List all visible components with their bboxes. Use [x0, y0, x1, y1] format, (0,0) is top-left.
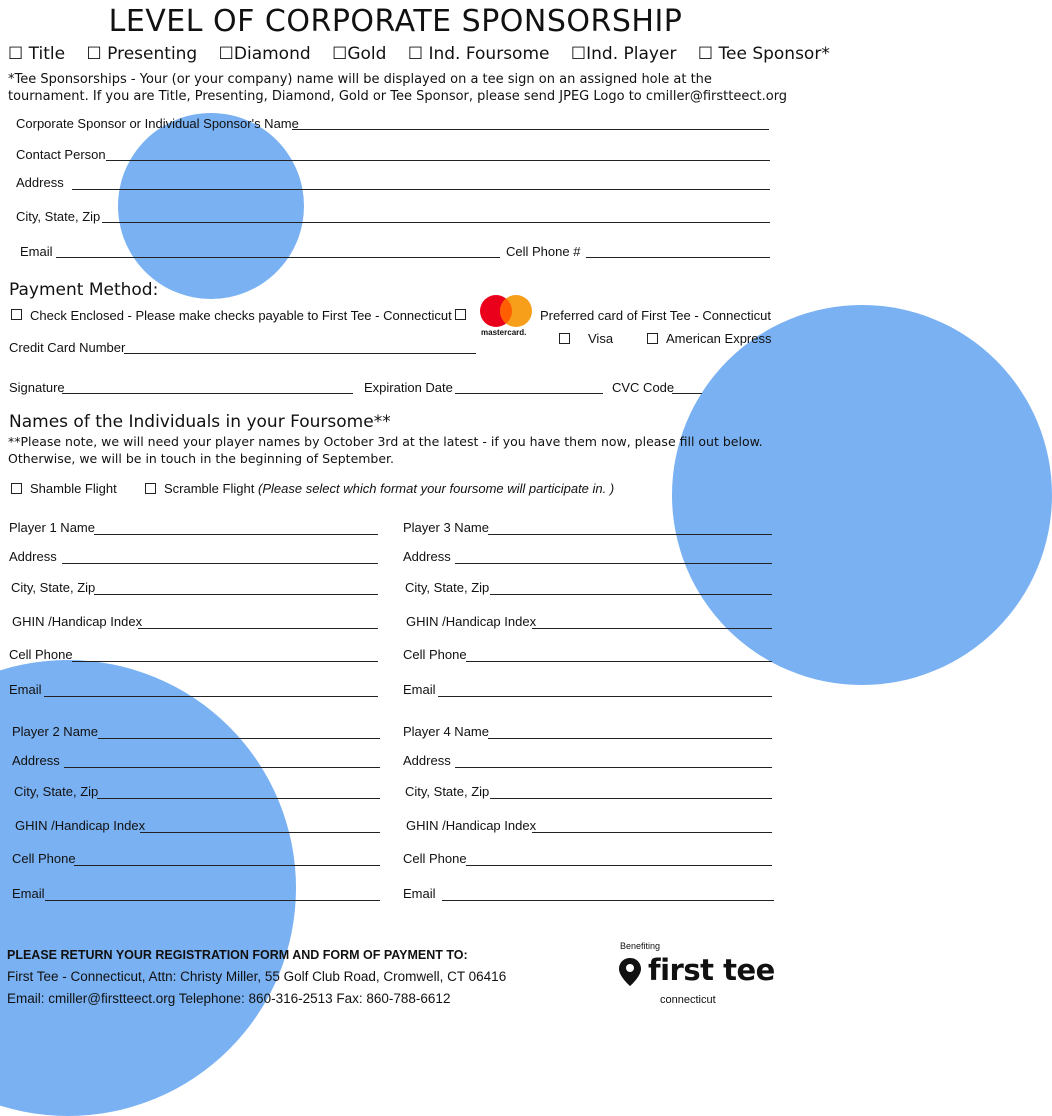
player1-name-field[interactable]: [94, 534, 378, 535]
player2-city-field[interactable]: [97, 798, 380, 799]
player2-cell-field[interactable]: [74, 865, 380, 866]
cvc-label: CVC Code: [612, 380, 675, 395]
logo-subtitle: connecticut: [660, 994, 716, 1006]
player1-ghin-field[interactable]: [138, 628, 378, 629]
player4-address-field[interactable]: [455, 767, 772, 768]
mastercard-label: mastercard.: [481, 328, 527, 337]
player1-address-field[interactable]: [62, 563, 378, 564]
player2-name-label: Player 2 Name: [12, 724, 98, 739]
card-number-label: Credit Card Number: [9, 340, 126, 355]
player4-city-label: City, State, Zip: [405, 784, 490, 799]
player1-cell-field[interactable]: [72, 661, 378, 662]
mastercard-checkbox[interactable]: [455, 309, 466, 320]
player1-email-field[interactable]: [44, 696, 378, 697]
player4-email-label: Email: [403, 886, 436, 901]
benefiting-label: Benefiting: [620, 941, 661, 951]
player1-name-label: Player 1 Name: [9, 520, 95, 535]
sponsor-name-label: Corporate Sponsor or Individual Sponsor's Name: [16, 116, 299, 131]
check-enclosed-label: Check Enclosed - Please make checks payable to First Tee - Connecticut: [30, 308, 452, 323]
signature-label: Signature: [9, 380, 65, 395]
level-option[interactable]: ☐ Presenting: [86, 44, 198, 64]
player2-name-field[interactable]: [98, 738, 380, 739]
scramble-checkbox[interactable]: [145, 483, 156, 494]
level-option[interactable]: ☐Ind. Player: [570, 44, 677, 64]
player1-city-field[interactable]: [94, 594, 378, 595]
shamble-checkbox[interactable]: [11, 483, 22, 494]
return-contact: Email: cmiller@firstteect.org Telephone: 860-316-2513 Fax: 860-788-6612: [7, 991, 451, 1006]
player2-ghin-label: GHIN /Handicap Index: [15, 818, 146, 833]
sponsorship-levels: [8, 44, 846, 64]
player3-cell-field[interactable]: [466, 661, 772, 662]
first-tee-logo: [618, 941, 788, 1011]
email-label: Email: [20, 244, 53, 259]
player2-ghin-field[interactable]: [140, 832, 380, 833]
player3-name-field[interactable]: [488, 534, 772, 535]
player4-address-label: Address: [403, 753, 451, 768]
level-option[interactable]: ☐ Ind. Foursome: [407, 44, 550, 64]
page-title: LEVEL OF CORPORATE SPONSORSHIP: [108, 4, 683, 39]
player3-cell-label: Cell Phone: [403, 647, 467, 662]
cell-phone-field[interactable]: [586, 257, 770, 258]
amex-checkbox[interactable]: [647, 333, 658, 344]
player1-city-label: City, State, Zip: [11, 580, 96, 595]
payment-heading: Payment Method:: [9, 280, 159, 300]
sponsor-name-field[interactable]: [292, 129, 769, 130]
contact-person-label: Contact Person: [16, 147, 106, 162]
player3-email-field[interactable]: [438, 696, 772, 697]
city-state-zip-label: City, State, Zip: [16, 209, 101, 224]
level-option[interactable]: ☐ Title: [8, 44, 66, 64]
player3-address-label: Address: [403, 549, 451, 564]
player3-address-field[interactable]: [455, 563, 772, 564]
email-field[interactable]: [56, 257, 500, 258]
level-option[interactable]: ☐ Tee Sponsor*: [697, 44, 830, 64]
player4-name-field[interactable]: [488, 738, 772, 739]
cell-phone-label: Cell Phone #: [506, 244, 581, 259]
player4-cell-field[interactable]: [466, 865, 772, 866]
player2-address-label: Address: [12, 753, 60, 768]
player3-email-label: Email: [403, 682, 436, 697]
card-number-field[interactable]: [124, 353, 476, 354]
player2-email-field[interactable]: [45, 900, 380, 901]
location-pin-icon: [618, 957, 642, 987]
player4-city-field[interactable]: [490, 798, 772, 799]
visa-checkbox[interactable]: [559, 333, 570, 344]
mastercard-logo: [478, 292, 536, 342]
player1-address-label: Address: [9, 549, 57, 564]
player3-name-label: Player 3 Name: [403, 520, 489, 535]
player4-name-label: Player 4 Name: [403, 724, 489, 739]
expiration-date-label: Expiration Date: [364, 380, 453, 395]
player3-city-label: City, State, Zip: [405, 580, 490, 595]
player4-cell-label: Cell Phone: [403, 851, 467, 866]
player1-cell-label: Cell Phone: [9, 647, 73, 662]
check-enclosed-checkbox[interactable]: [11, 309, 22, 320]
logo-wordmark: first tee: [648, 953, 775, 987]
player2-cell-label: Cell Phone: [12, 851, 76, 866]
return-address: First Tee - Connecticut, Attn: Christy Miller, 55 Golf Club Road, Cromwell, CT 06416: [7, 969, 507, 984]
foursome-note-line2: Otherwise, we will be in touch in the beginning of September.: [8, 451, 395, 466]
player4-ghin-label: GHIN /Handicap Index: [406, 818, 537, 833]
contact-person-field[interactable]: [106, 160, 770, 161]
player2-address-field[interactable]: [64, 767, 380, 768]
expiration-date-field[interactable]: [455, 393, 603, 394]
foursome-heading: Names of the Individuals in your Foursome**: [9, 412, 391, 432]
player2-city-label: City, State, Zip: [14, 784, 99, 799]
player1-ghin-label: GHIN /Handicap Index: [12, 614, 143, 629]
format-note: (Please select which format your foursome will participate in. ): [258, 481, 615, 496]
amex-label: American Express: [666, 331, 772, 346]
player2-email-label: Email: [12, 886, 45, 901]
address-field[interactable]: [72, 189, 770, 190]
signature-field[interactable]: [62, 393, 353, 394]
player3-ghin-field[interactable]: [532, 628, 772, 629]
preferred-card-label: Preferred card of First Tee - Connecticut: [540, 308, 771, 323]
tee-sponsorship-note: *Tee Sponsorships - Your (or your company) name will be displayed on a tee sign on an assigned hole at the tournament. If you are Title, Presenting, Diamond, Gold or Tee Sponsor, please send JPEG Logo to cmiller@firstteect.org: [8, 72, 788, 104]
visa-label: Visa: [588, 331, 614, 346]
address-label: Address: [16, 175, 64, 190]
cvc-field[interactable]: [672, 393, 702, 394]
player1-email-label: Email: [9, 682, 42, 697]
player3-city-field[interactable]: [490, 594, 772, 595]
scramble-label: Scramble Flight: [164, 481, 255, 496]
level-option[interactable]: ☐Gold: [332, 44, 387, 64]
return-heading: PLEASE RETURN YOUR REGISTRATION FORM AND FORM OF PAYMENT TO:: [7, 948, 468, 962]
player4-email-field[interactable]: [442, 900, 774, 901]
level-option[interactable]: ☐Diamond: [218, 44, 311, 64]
city-state-zip-field[interactable]: [102, 222, 770, 223]
shamble-label: Shamble Flight: [30, 481, 117, 496]
player3-ghin-label: GHIN /Handicap Index: [406, 614, 537, 629]
player4-ghin-field[interactable]: [532, 832, 772, 833]
foursome-note-line1: **Please note, we will need your player names by October 3rd at the latest - if you have them now, please fill out below.: [8, 434, 763, 449]
